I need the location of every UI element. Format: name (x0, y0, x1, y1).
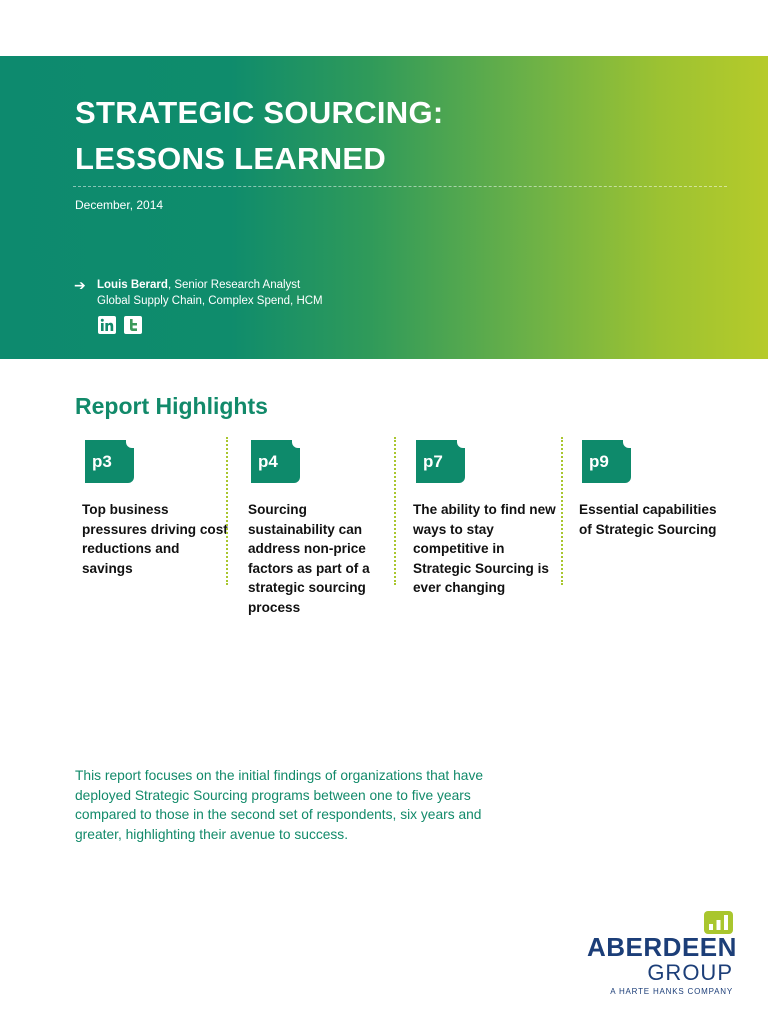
highlight-text: Essential capabilities of Strategic Sourcing (579, 502, 717, 537)
twitter-icon[interactable] (124, 316, 142, 334)
highlight-text: The ability to find new ways to stay competitive in Strategic Sourcing is ever changing (413, 502, 556, 596)
highlight-text: Top business pressures driving cost reductions and savings (82, 502, 228, 576)
report-title (75, 90, 444, 182)
highlight-text: Sourcing sustainability can address non-price factors as part of a strategic sourcing process (248, 502, 370, 615)
page-tag[interactable]: p9 (582, 440, 631, 483)
column-divider (561, 437, 563, 585)
title-line-1: STRATEGIC SOURCING: (75, 95, 444, 130)
report-summary: This report focuses on the initial findings of organizations that have deployed Strategic Sourcing programs between one to five years compared to those in the second set of respondents, six years and greater, highlighting their avenue to success. (75, 768, 484, 842)
page-tag[interactable]: p4 (251, 440, 300, 483)
author-areas: Global Supply Chain, Complex Spend, HCM (97, 295, 323, 307)
author-name[interactable]: Louis Berard (97, 279, 168, 291)
title-line-2: LESSONS LEARNED (75, 141, 387, 176)
logo-tagline: A HARTE HANKS COMPANY (610, 987, 733, 996)
arrow-right-icon: ➔ (74, 277, 86, 293)
report-date: December, 2014 (75, 198, 164, 212)
aberdeen-logo (584, 908, 737, 998)
header-divider (73, 186, 727, 187)
page-tag[interactable]: p3 (85, 440, 134, 483)
author-role: , Senior Research Analyst (167, 279, 301, 291)
logo-wordmark-group: GROUP (647, 960, 733, 985)
logo-wordmark-aberdeen: ABERDEEN (587, 932, 737, 962)
linkedin-icon[interactable] (98, 316, 116, 334)
column-divider (394, 437, 396, 585)
column-divider (226, 437, 228, 585)
page-tag[interactable]: p7 (416, 440, 465, 483)
author-line (97, 279, 300, 291)
report-highlights-heading: Report Highlights (75, 393, 268, 419)
bar-chart-icon (704, 911, 733, 934)
